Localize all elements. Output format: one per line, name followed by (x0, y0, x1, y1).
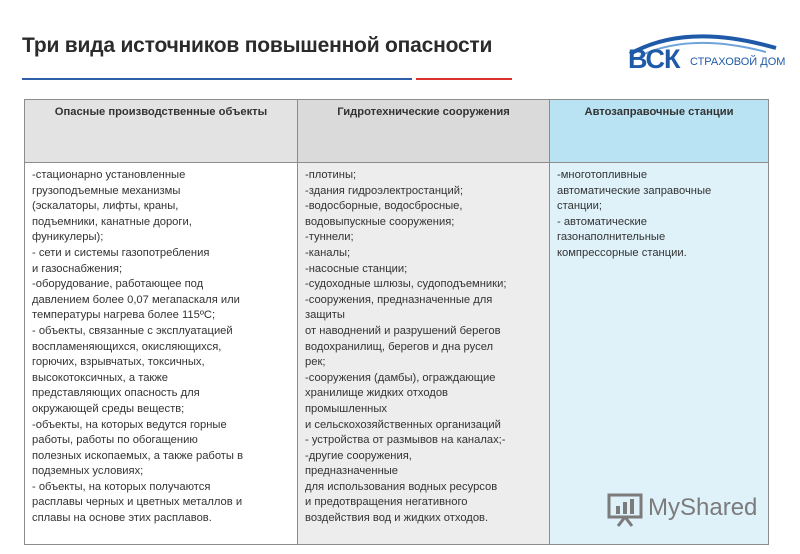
list-item: воспламеняющихся, окисляющихся, (32, 340, 222, 353)
list-item: -судоходные шлюзы, судоподъемники; (305, 278, 507, 291)
table-row (25, 163, 769, 545)
list-item: воздействия вод и жидких отходов. (305, 512, 489, 525)
list-item: станции; (557, 200, 603, 213)
title-underline-blue (22, 78, 412, 80)
list-item: (эскалаторы, лифты, краны, (32, 200, 179, 213)
list-item: водовыпускные сооружения; (305, 215, 455, 228)
list-item: высокотоксичных, а также (32, 371, 169, 384)
list-item: -стационарно установленные (32, 169, 186, 181)
list-item: -объекты, на которых ведутся горные (32, 418, 227, 431)
list-item: подземных условиях; (32, 465, 144, 478)
list-item: хранилище жидких отходов (305, 387, 448, 400)
list-item: - сети и системы газопотребления (32, 246, 210, 259)
list-item: температуры нагрева более 115ºС; (32, 309, 216, 322)
list-item: автоматические заправочные (557, 184, 712, 197)
cell-gas-stations (550, 163, 769, 545)
list-item: для использования водных ресурсов (305, 480, 498, 493)
list-item: - объекты, связанные с эксплуатацией (32, 324, 233, 337)
list-item: защиты (305, 309, 345, 322)
list-item: -другие сооружения, (305, 449, 412, 462)
list-item: -здания гидроэлектростанций; (305, 184, 464, 197)
list-item: -насосные станции; (305, 262, 408, 275)
list-item: и газоснабжения; (32, 262, 123, 275)
list-item: окружающей среды веществ; (32, 402, 185, 415)
list-item: водохранилищ, берегов и дна русел (305, 340, 494, 353)
list-item: -многотопливные (557, 169, 648, 181)
list-item: сплавы на основе этих расплавов. (32, 512, 212, 525)
watermark-text: MyShared (648, 494, 758, 521)
list-item: промышленных (305, 402, 387, 415)
list-item: и сельскохозяйственных организаций (305, 418, 501, 431)
list-item: - объекты, на которых получаются (32, 480, 211, 493)
logo-brand: ВСК (628, 44, 680, 74)
myshared-watermark (606, 490, 776, 528)
title-underline-red (416, 78, 512, 80)
header-hydro-structures: Гидротехнические сооружения (298, 100, 550, 163)
list-item: представляющих опасность для (32, 387, 200, 400)
vsk-logo (626, 28, 786, 76)
list-item: грузоподъемные механизмы (32, 184, 181, 197)
presentation-icon (606, 492, 646, 528)
list-item: -водосборные, водосбросные, (305, 200, 463, 213)
hazard-sources-table (24, 99, 769, 545)
list-item: - автоматические (557, 215, 648, 228)
list-item: и предотвращения негативного (305, 496, 468, 509)
cell-hydro-structures (298, 163, 550, 545)
list-item: - устройства от размывов на каналах;- (305, 434, 506, 447)
list-item: газонаполнительные (557, 231, 666, 244)
header-production-objects: Опасные производственные объекты (25, 100, 298, 163)
table-header-row (25, 100, 769, 163)
list-item: подъемники, канатные дороги, (32, 215, 192, 228)
list-item: компрессорные станции. (557, 246, 687, 259)
page-title: Три вида источников повышенной опасности (22, 34, 493, 57)
list-item: -каналы; (305, 246, 351, 259)
list-item: -сооружения (дамбы), ограждающие (305, 371, 496, 384)
list-item: рек; (305, 356, 326, 369)
list-item: от наводнений и разрушений берегов (305, 324, 501, 337)
list-item: фуникулеры); (32, 231, 104, 244)
list-item: предназначенные (305, 465, 399, 478)
header-gas-stations: Автозаправочные станции (550, 100, 769, 163)
list-item: расплавы черных и цветных металлов и (32, 496, 243, 509)
list-item: горючих, взрывчатых, токсичных, (32, 356, 205, 369)
logo-subtitle: СТРАХОВОЙ ДОМ (690, 56, 786, 68)
list-item: -оборудование, работающее под (32, 278, 204, 291)
list-item: -туннели; (305, 231, 354, 244)
list-item: -плотины; (305, 169, 357, 181)
list-item: полезных ископаемых, а также работы в (32, 449, 244, 462)
cell-production-objects (25, 163, 298, 545)
list-item: давлением более 0,07 мегапаскаля или (32, 293, 240, 306)
list-item: работы, работы по обогащению (32, 434, 198, 447)
list-item: -сооружения, предназначенные для (305, 293, 493, 306)
